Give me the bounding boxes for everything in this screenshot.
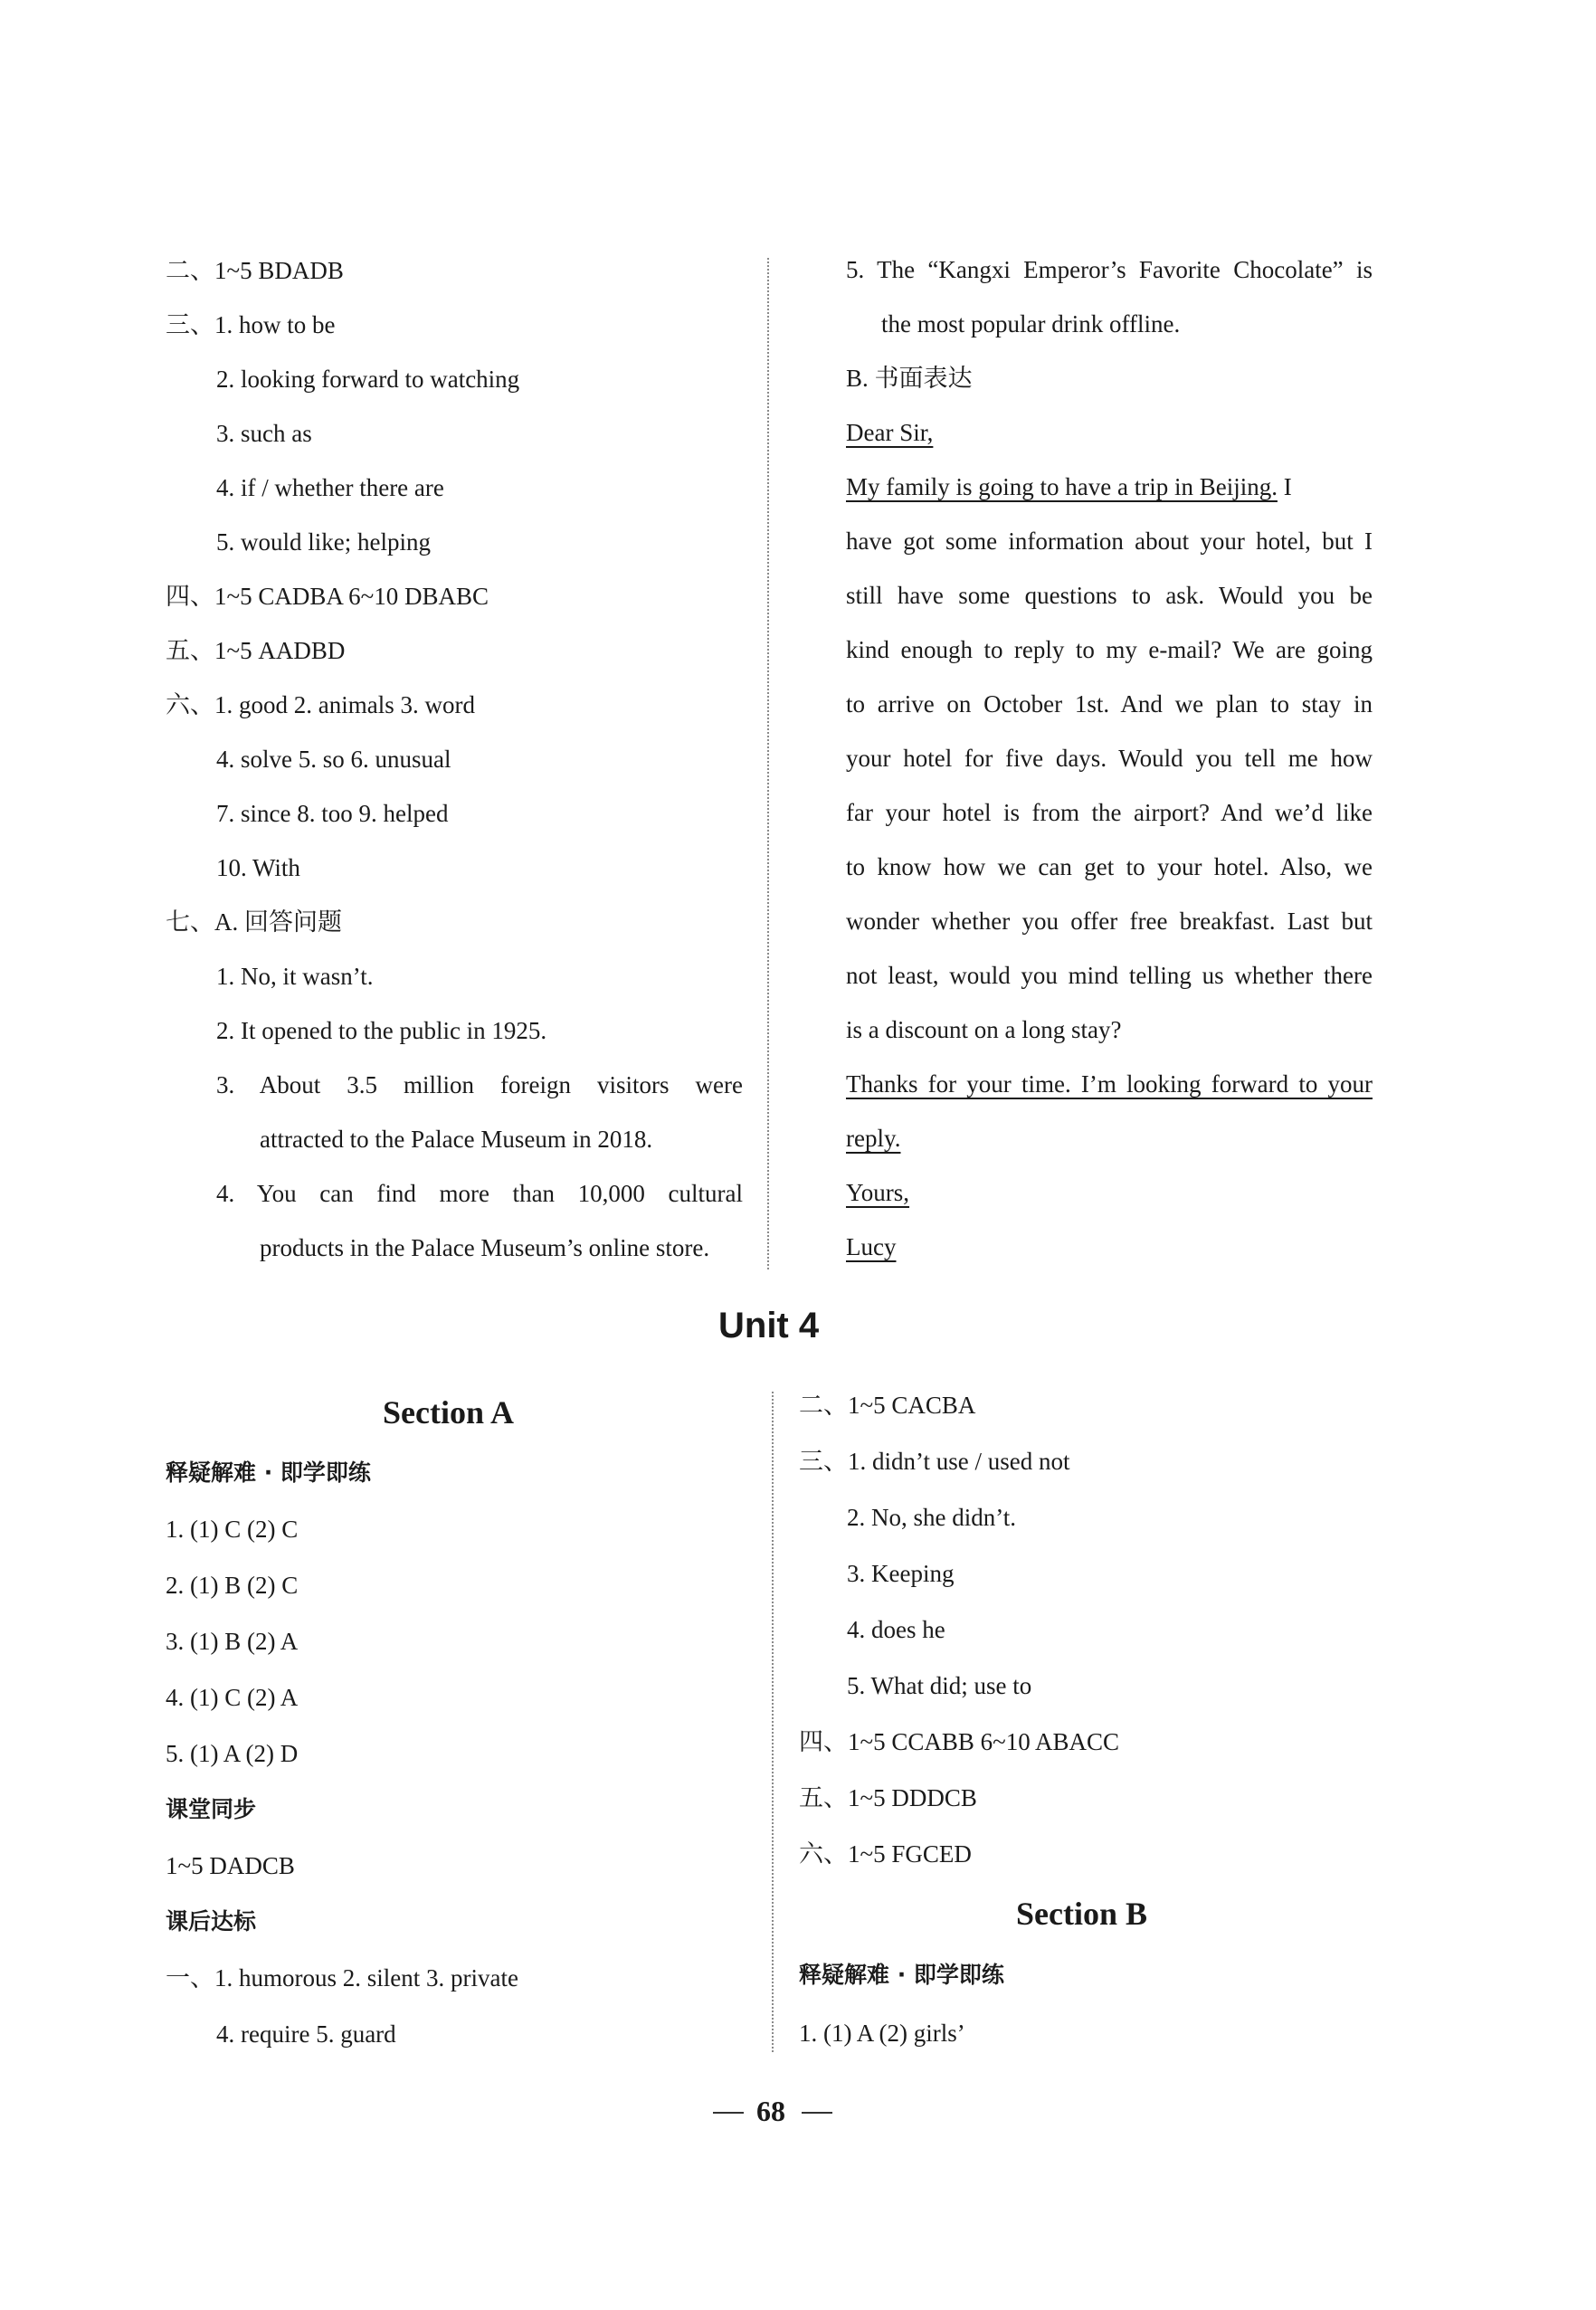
answer-line: B. 书面表达	[846, 365, 973, 392]
letter-line: to know how we can get to your hotel. Also, we	[846, 853, 1373, 880]
section-subheading: 释疑解难 · 即学即练	[799, 1962, 1004, 1988]
answer-line: the most popular drink offline.	[881, 310, 1181, 337]
letter-line	[846, 471, 1373, 503]
answer-line: 2. (1) B (2) C	[166, 1572, 299, 1599]
answer-line: 二、1~5 BDADB	[166, 257, 344, 284]
answer-line: 六、1~5 FGCED	[799, 1840, 972, 1868]
section-subheading: 课后达标	[166, 1908, 257, 1935]
answer-line: 三、1. how to be	[166, 311, 336, 338]
answer-line: 六、1. good 2. animals 3. word	[166, 691, 475, 718]
answer-line: 2. It opened to the public in 1925.	[216, 1017, 547, 1044]
answer-line: 七、A. 回答问题	[166, 908, 342, 936]
letter-greeting: Dear Sir,	[846, 419, 934, 446]
answer-line: 4. solve 5. so 6. unusual	[216, 746, 451, 773]
page-number-dash	[802, 2112, 832, 2114]
answer-line: 4. You can find more than 10,000 cultural	[216, 1180, 743, 1207]
section-subheading: 课堂同步	[166, 1796, 257, 1822]
answer-line: 五、1~5 AADBD	[166, 637, 346, 664]
answer-line: 四、1~5 CADBA 6~10 DBABC	[166, 583, 489, 610]
answer-line: 1~5 DADCB	[166, 1852, 295, 1879]
answer-line: 5. What did; use to	[847, 1672, 1032, 1699]
answer-line: 4. if / whether there are	[216, 474, 444, 501]
answer-line: 四、1~5 CCABB 6~10 ABACC	[799, 1728, 1120, 1755]
letter-line: not least, would you mind telling us whether there	[846, 962, 1373, 989]
answer-line: 5. The “Kangxi Emperor’s Favorite Chocolate” is	[846, 256, 1373, 283]
column-divider	[772, 1392, 774, 2052]
letter-line: have got some information about your hotel, but I	[846, 528, 1373, 555]
letter-signature: Lucy	[846, 1233, 897, 1260]
letter-line: still have some questions to ask. Would you be	[846, 582, 1373, 609]
unit-title: Unit 4	[718, 1306, 820, 1345]
answer-line: 3. About 3.5 million foreign visitors were	[216, 1071, 743, 1098]
letter-closing-sentence: Thanks for your time. I’m looking forward to your	[846, 1070, 1373, 1098]
letter-line: wonder whether you offer free breakfast. Last but	[846, 908, 1373, 935]
letter-line: to arrive on October 1st. And we plan to stay in	[846, 690, 1373, 718]
letter-closing-sentence: reply.	[846, 1125, 901, 1152]
answer-line: 一、1. humorous 2. silent 3. private	[166, 1964, 518, 1992]
answer-line: 4. (1) C (2) A	[166, 1684, 299, 1711]
answer-line: 5. (1) A (2) D	[166, 1740, 299, 1767]
answer-line: 3. Keeping	[847, 1560, 955, 1587]
letter-signoff: Yours,	[846, 1179, 910, 1206]
answer-line: 1. No, it wasn’t.	[216, 963, 374, 990]
letter-line: kind enough to reply to my e-mail? We are going	[846, 636, 1373, 663]
answer-line: 五、1~5 DDDCB	[799, 1784, 977, 1811]
page-number: 68	[756, 2095, 785, 2127]
answer-line: 2. looking forward to watching	[216, 366, 520, 393]
answer-line: 三、1. didn’t use / used not	[799, 1448, 1070, 1475]
answer-line: 1. (1) C (2) C	[166, 1516, 299, 1543]
answer-line: 4. does he	[847, 1616, 945, 1643]
answer-line: 7. since 8. too 9. helped	[216, 800, 449, 827]
answer-line: attracted to the Palace Museum in 2018.	[260, 1126, 653, 1153]
answer-line: 4. require 5. guard	[216, 2020, 396, 2048]
section-title: Section A	[383, 1394, 515, 1431]
answer-line: products in the Palace Museum’s online store.	[260, 1234, 710, 1261]
answer-line: 5. would like; helping	[216, 528, 431, 556]
column-divider	[767, 258, 769, 1269]
letter-line: far your hotel is from the airport? And we’d like	[846, 799, 1373, 826]
page-number-dash	[713, 2112, 744, 2114]
letter-line: your hotel for five days. Would you tell me how	[846, 745, 1373, 772]
letter-text: I	[1277, 473, 1292, 500]
letter-line: is a discount on a long stay?	[846, 1016, 1122, 1043]
answer-line: 二、1~5 CACBA	[799, 1392, 976, 1419]
section-subheading: 释疑解难 · 即学即练	[166, 1459, 371, 1486]
section-title: Section B	[1016, 1896, 1148, 1932]
answer-line: 3. (1) B (2) A	[166, 1628, 299, 1655]
answer-line: 10. With	[216, 854, 300, 881]
answer-line: 1. (1) A (2) girls’	[799, 2020, 965, 2047]
answer-line: 3. such as	[216, 420, 312, 447]
answer-line: 2. No, she didn’t.	[847, 1504, 1016, 1531]
letter-opening-sentence: My family is going to have a trip in Beijing.	[846, 473, 1278, 500]
